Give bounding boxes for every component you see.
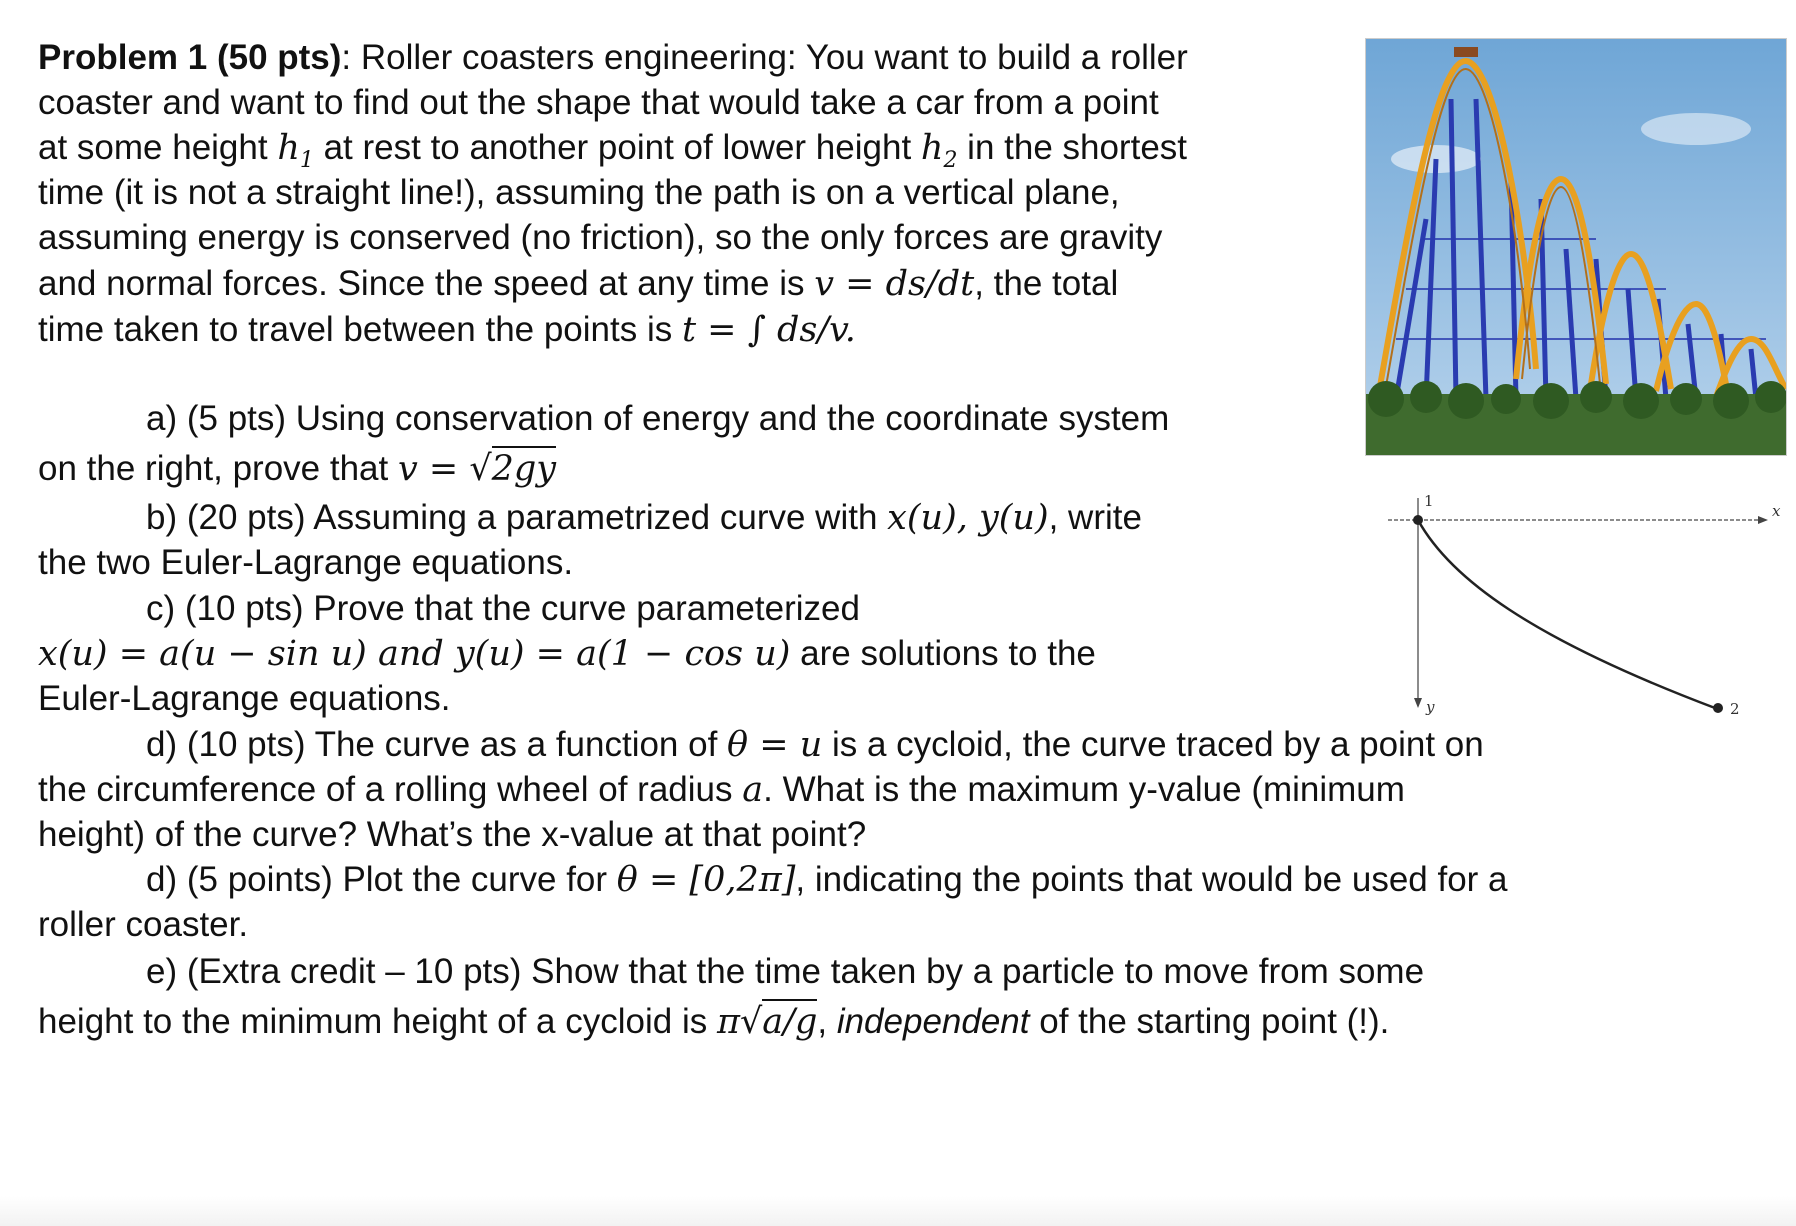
coordinate-diagram [1380, 468, 1790, 743]
brachistochrone-curve [1418, 520, 1715, 708]
part-d2-line-1: d) (5 points) Plot the curve for θ = [0,2π], indicating the points that would be used for a [146, 860, 1508, 900]
theta-equals-u: θ = u [727, 725, 823, 765]
roller-coaster-photo [1365, 38, 1787, 456]
part-e-line-2: height to the minimum height of a cycloid is π√a/g, independent of the starting point (!). [38, 1000, 1389, 1044]
part-c-line-2: x(u) = a(u − sin u) and y(u) = a(1 − cos u) are solutions to the [38, 634, 1096, 674]
problem-title: Problem 1 (50 pts) [38, 38, 342, 77]
speed-definition: v = ds/dt [814, 264, 975, 304]
intro-line-5: assuming energy is conserved (no friction), so the only forces are gravity [38, 218, 1163, 257]
x-axis-arrow [1758, 516, 1768, 524]
time-integral: t = ∫ ds/v. [681, 310, 856, 350]
end-point [1713, 703, 1723, 713]
h2-symbol: $h_2$ [920, 128, 958, 173]
intro-line-6: and normal forces. Since the speed at any time is v = ds/dt, the total [38, 264, 1119, 304]
part-c-line-1: c) (10 pts) Prove that the curve parameterized [146, 589, 860, 628]
theta-range: θ = [0,2π] [616, 860, 796, 900]
h1-symbol: $h_1$ [277, 128, 314, 173]
time-formula: π√a/g [717, 999, 817, 1042]
parametrized-curve: x(u), y(u) [887, 498, 1049, 538]
part-d1-line-2: the circumference of a rolling wheel of radius a. What is the maximum y-value (minimum [38, 770, 1405, 810]
part-d2-line-2: roller coaster. [38, 905, 249, 944]
part-d1-line-3: height) of the curve? What’s the x-value at that point? [38, 815, 867, 854]
part-a-line-1: a) (5 pts) Using conservation of energy and the coordinate system [146, 399, 1170, 438]
start-point [1413, 515, 1423, 525]
page-bottom-shade [0, 1196, 1796, 1226]
part-e-line-1: e) (Extra credit – 10 pts) Show that the time taken by a particle to move from some [146, 952, 1425, 991]
intro-line-7: time taken to travel between the points is t = ∫ ds/v. [38, 310, 856, 350]
label-point-1: 1 [1424, 492, 1434, 510]
label-y: y [1426, 698, 1435, 716]
part-a-line-2: on the right, prove that v = √2gy [38, 447, 556, 491]
intro-line-4: time (it is not a straight line!), assuming the path is on a vertical plane, [38, 173, 1120, 212]
cycloid-equations: x(u) = a(u − sin u) and y(u) = a(1 − cos u) [38, 634, 791, 674]
intro-line-2: coaster and want to find out the shape that would take a car from a point [38, 83, 1159, 122]
label-point-2: 2 [1730, 700, 1740, 718]
intro-line-3: at some height $h_1$ at rest to another point of lower height $h_2$ in the shortest [38, 128, 1188, 173]
part-b-line-1: b) (20 pts) Assuming a parametrized curve with x(u), y(u), write [146, 498, 1142, 538]
part-c-line-3: Euler-Lagrange equations. [38, 679, 451, 718]
intro-line-1: Problem 1 (50 pts): Roller coasters engineering: You want to build a roller [38, 38, 1188, 77]
speed-formula: v = √2gy [398, 446, 556, 489]
label-x: x [1772, 502, 1781, 520]
y-axis-arrow [1414, 698, 1422, 708]
roller-coaster-illustration [1366, 39, 1786, 455]
part-b-line-2: the two Euler-Lagrange equations. [38, 543, 574, 582]
part-d1-line-1: d) (10 pts) The curve as a function of θ = u is a cycloid, the curve traced by a point on [146, 725, 1484, 765]
